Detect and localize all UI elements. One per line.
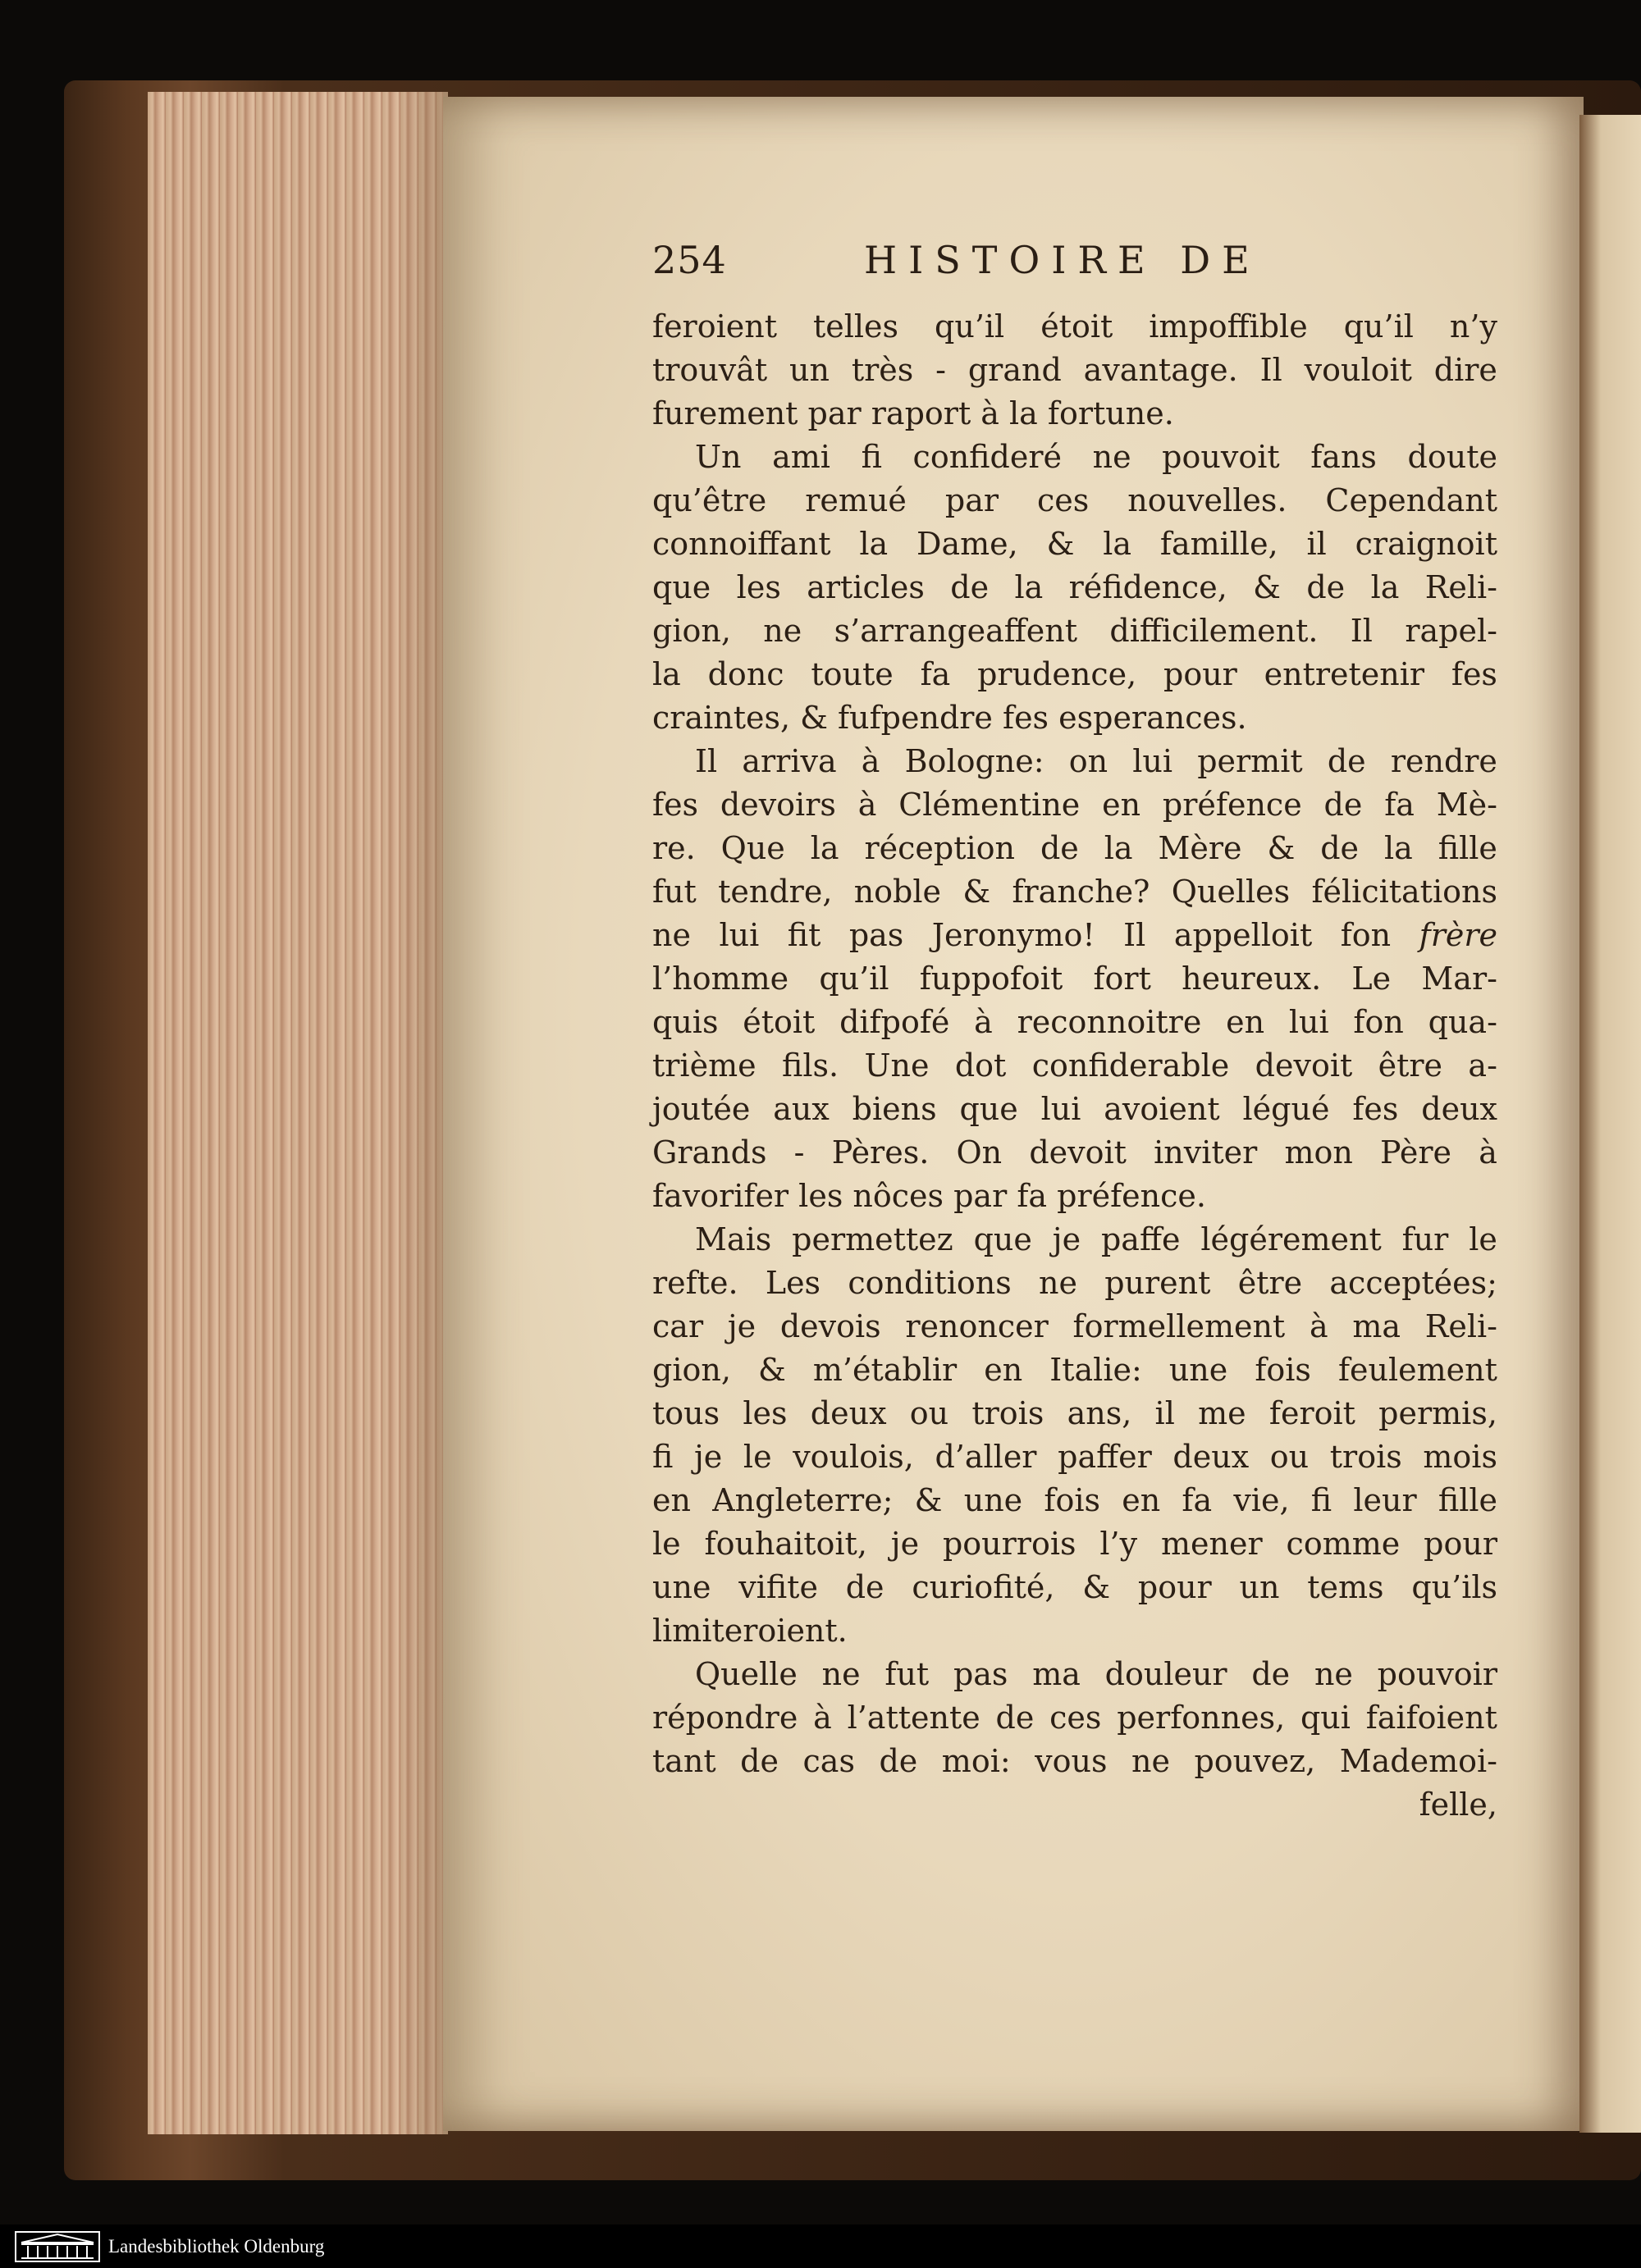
body-text <box>652 305 1497 1827</box>
text-line: Mais permettez que je paffe légérement fur le <box>695 1221 1497 1257</box>
text-line: trouvât un très - grand avantage. Il vouloit dire <box>652 352 1497 388</box>
library-building-icon <box>15 2231 100 2262</box>
facing-page-edge <box>1579 115 1641 2133</box>
text-line: furement par raport à la fortune. <box>652 395 1174 431</box>
text-line: limiteroient. <box>652 1613 848 1649</box>
text-line: Il arriva à Bologne: on lui permit de rendre <box>695 743 1497 779</box>
text-line: re. Que la réception de la Mère & de la fille <box>652 830 1497 866</box>
page-number: 254 <box>652 238 727 282</box>
text-line: craintes, & fufpendre fes esperances. <box>652 700 1247 736</box>
text-line: Grands - Pères. On devoit inviter mon Père à <box>652 1134 1497 1171</box>
text-line: Quelle ne fut pas ma douleur de ne pouvoir <box>695 1656 1497 1692</box>
text-line: trième fils. Une dot confiderable devoit être a- <box>652 1047 1497 1084</box>
text-line: car je devois renoncer formellement à ma Reli- <box>652 1308 1497 1344</box>
text-line: la donc toute fa prudence, pour entretenir fes <box>652 656 1497 692</box>
text-line: favorifer les nôces par fa préfence. <box>652 1178 1206 1214</box>
text-line: une vifite de curiofité, & pour un tems qu’ils <box>652 1569 1497 1605</box>
text-line: que les articles de la réfidence, & de la Reli- <box>652 569 1497 605</box>
text-line: feroient telles qu’il étoit impoffible qu’il n’y <box>652 308 1497 345</box>
text-line: fut tendre, noble & franche? Quelles félicitations <box>652 874 1497 910</box>
library-name: Landesbibliothek Oldenburg <box>108 2236 325 2257</box>
text-line: le fouhaitoit, je pourrois l’y mener comme pour <box>652 1526 1497 1562</box>
text-line: tant de cas de moi: vous ne pouvez, Mademoi- <box>652 1743 1497 1779</box>
page-header <box>652 238 1497 295</box>
text-line: tous les deux ou trois ans, il me feroit permis, <box>652 1395 1497 1431</box>
text-line: connoiffant la Dame, & la famille, il craignoit <box>652 526 1497 562</box>
page-edges <box>148 92 448 2134</box>
text-line: ne lui fit pas Jeronymo! Il appelloit fon frère <box>652 917 1497 953</box>
text-line: felle, <box>1419 1787 1497 1823</box>
text-line: fi je le voulois, d’aller paffer deux ou trois mois <box>652 1439 1497 1475</box>
text-line: gion, ne s’arrangeaffent difficilement. Il rapel- <box>652 613 1497 649</box>
running-title: HISTOIRE DE <box>864 238 1261 282</box>
text-line: en Angleterre; & une fois en fa vie, fi leur fille <box>652 1482 1497 1518</box>
text-line: refte. Les conditions ne purent être acceptées; <box>652 1265 1497 1301</box>
text-line: joutée aux biens que lui avoient légué fes deux <box>652 1091 1497 1127</box>
text-line: qu’être remué par ces nouvelles. Cependant <box>652 482 1497 518</box>
text-line: fes devoirs à Clémentine en préfence de fa Mè- <box>652 787 1497 823</box>
text-line: Un ami fi confideré ne pouvoit fans doute <box>695 439 1497 475</box>
text-line: répondre à l’attente de ces perfonnes, qui faifoient <box>652 1700 1497 1736</box>
text-line: gion, & m’établir en Italie: une fois feulement <box>652 1352 1497 1388</box>
text-line: quis étoit difpofé à reconnoitre en lui fon qua- <box>652 1004 1497 1040</box>
text-line: l’homme qu’il fuppofoit fort heureux. Le Mar- <box>652 961 1497 997</box>
